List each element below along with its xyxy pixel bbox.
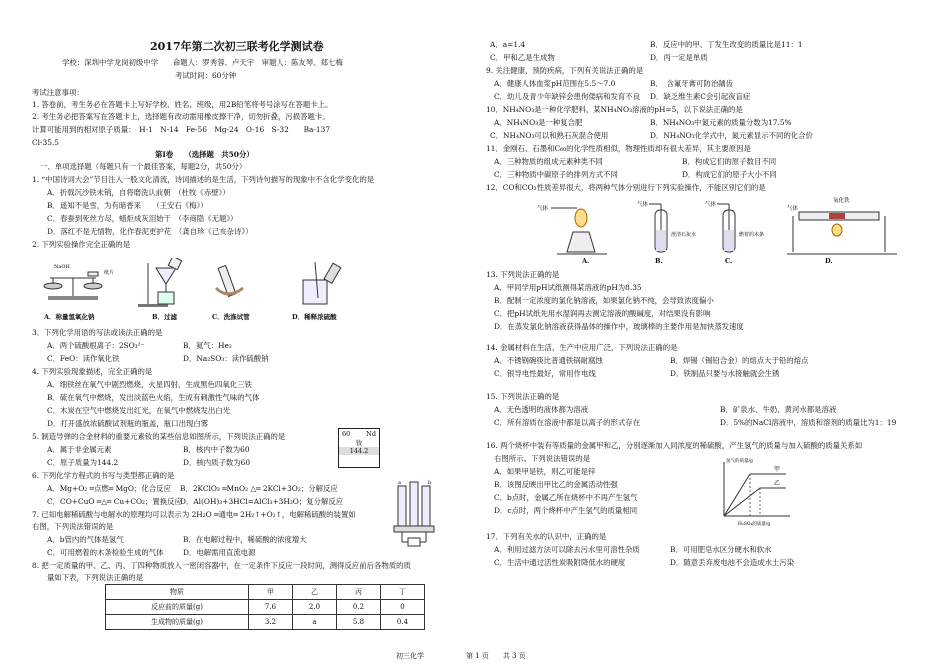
q7-option-d: D．电解需用直流电源: [183, 548, 256, 557]
q12-experiment-figure: [537, 196, 917, 258]
q7-option-c: C．可用燃着的木条检验生成的气体: [47, 548, 164, 557]
q3-option-c: C．FeO：读作氧化铁: [47, 354, 120, 363]
q10-option-d: D．NH₄NO₃化学式中，氮元素显示不同的化合价: [650, 131, 813, 140]
q11-option-a: A．三种物质的组成元素种类不同: [494, 157, 603, 166]
q7-stem-2: 右图，下列说法错误的是: [32, 522, 114, 531]
q8-option-c: C．甲和乙是生成物: [490, 53, 555, 62]
q8-stem-2: 量如下表，下列说法正确的是: [47, 573, 144, 582]
iron-oxide-tube-icon: [787, 196, 897, 254]
gas-label-d: 气体: [787, 206, 799, 212]
q10-option-b: B．NH₄NO₃中氮元素的质量分数为17.5%: [650, 118, 792, 127]
q9-option-b: B． 含氟牙膏可防治龋齿: [650, 79, 734, 88]
table-header-row: [106, 585, 425, 600]
q17-option-c: C．生活中通过活性炭吸附降低水的硬度: [494, 558, 626, 567]
series-line-yi: [724, 488, 786, 516]
q2-caption-b: B．过滤: [152, 313, 177, 321]
q17-stem: 17．下列有关水的认识中，正确的是: [486, 532, 607, 541]
electrolysis-apparatus-figure: [384, 478, 444, 556]
burning-splint-label: 燃着的木条: [739, 232, 765, 238]
exam-title: 2017年第二次初三联考化学测试卷: [150, 40, 324, 53]
series-label-yi: 乙: [774, 480, 781, 487]
q8-stem: 8. 把一定质量的甲、乙、丙、丁四种物质放入一密闭容器中，在一定条件下反应一段时间，测得反应前后各物质的质: [32, 561, 411, 570]
iron-oxide-label: 氧化铁: [833, 198, 850, 204]
hydrogen-mass-graph: [714, 458, 794, 528]
table-cell: a: [292, 615, 336, 630]
series-label-jia: 甲: [774, 466, 781, 473]
footer-subject: 初三化学: [396, 652, 424, 660]
q11-option-d: D．构成它们的原子大小不同: [682, 170, 777, 179]
table-cell: 7.6: [248, 600, 292, 615]
q12-stem: 12．CO和CO₂性质差异很大，将两种气体分别进行下列实验操作，不能区别它们的是: [486, 183, 766, 192]
q14-stem: 14. 金属材料在生活、生产中应用广泛，下列说法正确的是: [486, 343, 678, 352]
element-card-nd: [338, 428, 380, 468]
left-column: [0, 0, 468, 672]
svg-text:b: b: [428, 480, 432, 486]
q4-stem: 4. 下列实验现象描述，完全正确的是: [32, 367, 153, 376]
q14-option-d: D．铁制品只要与水接触就会生锈: [670, 369, 780, 378]
element-symbol: Nd: [366, 430, 376, 438]
q2-apparatus-figure: [38, 258, 438, 313]
q11-option-b: B．构成它们的原子数目不同: [682, 157, 777, 166]
q16-option-c: C．b点时，金属乙所在烧杯中不再产生氢气: [494, 493, 638, 502]
table-header: 甲: [248, 585, 292, 600]
q13-option-b: B．配制一定浓度的氯化钠溶液，如果氯化钠不纯，会导致浓度偏小: [494, 296, 714, 305]
filtration-icon: [138, 258, 182, 307]
q12-caption-a: A.: [582, 257, 590, 265]
q4-option-a: A．细铁丝在氧气中剧烈燃烧，火星四射，生成黑色四氧化三铁: [47, 380, 252, 389]
q15-option-b: B．矿泉水、牛奶、黄河水都是溶液: [720, 405, 837, 414]
naoh-label: NaOH: [54, 264, 70, 270]
q15-stem: 15. 下列说法正确的是: [486, 392, 560, 401]
q16-option-d: D．c点时，两个烧杯中产生氢气的质量相同: [494, 506, 638, 515]
q3-option-b: B．氦气：He₂: [183, 341, 232, 350]
q9-option-a: A．健康人体血浆pH范围在5.5～7.0: [494, 79, 616, 88]
table-row: [106, 600, 425, 615]
q5-option-c: C．原子质量为144.2: [47, 458, 119, 467]
table-cell: 2.0: [292, 600, 336, 615]
q5-stem: 5. 制造导弹的合金材料的重要元素钕的某些信息如图所示，下列说法正确的是: [32, 432, 286, 441]
q13-option-c: C．把pH试纸先用水湿润再去测定溶液的酸碱度，对结果没有影响: [494, 309, 711, 318]
exam-authors: 学校：深圳中学龙岗初级中学 命题人：罗秀蓉、卢天宇 审题人：陈友琴、郑七梅: [62, 58, 343, 67]
element-number: 60: [342, 430, 351, 438]
q15-option-c: C．所有溶质在溶液中都是以离子的形式存在: [494, 418, 641, 427]
q4-option-c: C．木炭在空气中燃烧发出红光，在氧气中燃烧发出白光: [47, 406, 231, 415]
table-header: 丁: [380, 585, 424, 600]
atomic-masses: 计算可能用到的相对原子质量： H-1 N-14 Fe-56 Mg-24 O-16 S-32 Ba-137: [32, 125, 331, 134]
q11-stem: 11．金刚石、石墨和C₆₀的化学性质相似，物理性质却有很大差异，其主要原因是: [486, 144, 751, 153]
q12-caption-d: D.: [825, 257, 833, 265]
q9-stem: 9. 关注健康，预防疾病，下列有关说法正确的是: [486, 66, 644, 75]
q6-stem: 6. 下列化学方程式的书写与类型都正确的是: [32, 471, 175, 480]
q16-option-a: A．如果甲是铁，则乙可能是锌: [494, 467, 596, 476]
table-header: 丙: [336, 585, 380, 600]
table-cell: 0: [380, 600, 424, 615]
q5-option-a: A．属于非金属元素: [47, 445, 112, 454]
q1-option-d: D．落红不是无情物，化作春泥更护花 （龚自珍《己亥杂诗》）: [47, 227, 253, 236]
notice-1: 1. 答卷前，考生务必在答题卡上写好学校、姓名、班级，用2B铅笔将考号涂写在答题卡上。: [32, 100, 333, 109]
table-cell: 生成物的质量(g): [106, 615, 249, 630]
q6-option-b: B．2KClO₃ ═MnO₂ △═ 2KCl+3O₂；分解反应: [180, 484, 338, 493]
q17-option-d: D．随意丢弃废电池不会造成水土污染: [670, 558, 795, 567]
q10-stem: 10．NH₄NO₃是一种化学肥料，某NH₄NO₃溶液的pH=5，以下说法正确的是: [486, 105, 743, 114]
notice-heading: 考试注意事项：: [32, 88, 84, 97]
q8-option-a: A．a=1.4: [490, 40, 526, 49]
q7-option-a: A．b管内的气体是氢气: [47, 535, 124, 544]
q16-option-b: B．该图反映出甲比乙的金属活动性强: [494, 480, 618, 489]
table-cell: 反应前的质量(g): [106, 600, 249, 615]
gas-label-c: 气体: [705, 202, 717, 208]
q14-option-b: B．焊锡（锡铅合金）的熔点大于铅的熔点: [670, 356, 809, 365]
dilution-icon: [303, 262, 341, 304]
limewater-tube-icon: [637, 200, 696, 252]
q5-option-d: D．核内质子数为60: [183, 458, 251, 467]
q1-option-c: C．春蚕到死丝方尽，蜡炬成灰泪始干 （李商隐《无题》）: [47, 214, 238, 223]
table-header: 物质: [106, 585, 249, 600]
q6-option-c: C．CO+CuO ═△═ Cu+CO₂；置换反应: [47, 497, 182, 506]
right-column: [482, 0, 942, 672]
footer-page-number: 第 1 页 共 3 页: [466, 652, 526, 660]
q9-option-c: C．幼儿及青少年缺锌会患佝偻病和发育不良: [494, 92, 641, 101]
table-header: 乙: [292, 585, 336, 600]
q16-stem-2: 右图所示。下列说法错误的是: [494, 454, 591, 463]
element-name: 钕: [355, 439, 363, 448]
q16-stem: 16. 两个烧杯中装有等质量的金属甲和乙，分别逐渐加入同浓度的稀硫酸，产生氢气的质量与加入硫酸的质量关系如: [486, 441, 863, 450]
element-mass: 144.2: [339, 447, 379, 455]
q5-option-b: B．核内中子数为60: [183, 445, 250, 454]
q13-stem: 13. 下列说法正确的是: [486, 270, 560, 279]
part1-heading: 第Ⅰ卷 （选择题 共50分）: [155, 150, 254, 159]
part1-instructions: 一、单项选择题（每题只有一个最佳答案，每题2分，共50分）: [40, 162, 247, 171]
q3-option-a: A．两个硫酸根离子：2SO₃²⁻: [47, 341, 145, 350]
limewater-label: 澄清石灰水: [671, 232, 697, 238]
atomic-masses-cl: Cl-35.5: [32, 138, 59, 147]
y-axis-label: 氢气的质量/g: [726, 459, 753, 464]
q2-caption-d: D．稀释浓硫酸: [292, 313, 337, 321]
q11-option-c: C．三种物质中碳原子的排列方式不同: [494, 170, 618, 179]
q15-option-d: D．5%的NaCl溶液中，溶质和溶剂的质量比为1：19: [720, 418, 897, 427]
q15-option-a: A．无色透明的液体都为溶液: [494, 405, 589, 414]
q4-option-b: B．硫在氧气中燃烧，发出淡蓝色火焰，生成有刺激性气味的气体: [47, 393, 260, 402]
q12-caption-b: B.: [655, 257, 663, 265]
q2-caption-a: A．称量氢氧化钠: [44, 313, 95, 321]
q1-option-a: A．折戟沉沙铁未销，自将磨洗认前朝 （杜牧《赤壁》）: [47, 188, 230, 197]
q2-stem: 2. 下列实验操作完全正确的是: [32, 240, 131, 249]
q17-option-b: B．可用肥皂水区分硬水和软水: [670, 545, 772, 554]
q2-caption-c: C．洗涤试管: [212, 313, 250, 321]
q1-stem: 1. “中国诗词大会”节目注入一股文化清流，诗词描述的是生活，下列诗句描写的现象中不含化学变化的是: [32, 175, 375, 184]
svg-text:a: a: [398, 480, 401, 486]
q17-option-a: A．利用过滤方法可以除去污水里可溶性杂质: [494, 545, 640, 554]
paper-label: 纸片: [104, 270, 115, 276]
alcohol-lamp-icon: [537, 204, 607, 254]
q10-option-c: C．NH₄NO₃可以和熟石灰混合使用: [490, 131, 609, 140]
q8-mass-table: [105, 584, 425, 630]
table-cell: 3.2: [248, 615, 292, 630]
burning-splint-icon: [705, 200, 764, 252]
q14-option-c: C．银导电性最好，常用作电线: [494, 369, 596, 378]
table-row: [106, 615, 425, 630]
q6-option-a: A．Mg+O₂ ═点燃═ MgO；化合反应: [47, 484, 171, 493]
q1-option-b: B．遥知不是雪，为有暗香来 （王安石《梅》）: [47, 201, 208, 210]
test-tube-washing-icon: [216, 266, 243, 297]
q3-option-d: D．Na₂SO₃：读作硫酸钠: [183, 354, 269, 363]
q7-option-b: B．在电解过程中，稀硫酸的浓度增大: [183, 535, 307, 544]
q13-option-a: A．甲同学用pH试纸测得某溶液的pH为8.35: [494, 283, 642, 292]
q12-caption-c: C.: [725, 257, 733, 265]
q10-option-a: A．NH₄NO₃是一种复合肥: [494, 118, 583, 127]
q4-option-d: D．打开盛放浓硫酸试剂瓶的瓶盖，瓶口出现白雾: [47, 419, 209, 428]
q13-option-d: D．在蒸发氯化钠溶液获得晶体的操作中，玻璃棒的主要作用是加快蒸发速度: [494, 322, 744, 331]
q3-stem: 3．下列化学用语的写法或读法正确的是: [32, 328, 163, 337]
q6-option-d: D．Al(OH)₃+3HCl=AlCl₃+3H₂O；复分解反应: [180, 497, 344, 506]
table-cell: 0.4: [380, 615, 424, 630]
q8-option-d: D．丙一定是单质: [650, 53, 708, 62]
exam-duration: 考试时间：60分钟: [175, 71, 237, 80]
gas-label-b: 气体: [637, 202, 649, 208]
table-cell: 5.8: [336, 615, 380, 630]
x-axis-label: H₂SO₄的质量/g: [738, 522, 771, 527]
gas-label-a: 气体: [537, 206, 549, 212]
q8-option-b: B．反应中的甲、丁发生改变的质量比是11：1: [650, 40, 803, 49]
balance-icon: [44, 264, 114, 300]
q14-option-a: A．不锈钢碗筷比普通铁锅耐腐蚀: [494, 356, 603, 365]
q9-option-d: D．缺乏维生素C会引起夜盲症: [650, 92, 751, 101]
table-cell: 0.2: [336, 600, 380, 615]
q7-stem: 7. 已知电解稀硫酸与电解水的原理均可以表示为 2H₂O ═通电═ 2H₂↑+O₂↑，电解稀硫酸的装置如: [32, 510, 356, 519]
notice-2: 2. 考生务必把答案写在答题卡上，选择题有改动需用橡皮擦干净，切勿折叠，污损答题卡。: [32, 112, 330, 121]
